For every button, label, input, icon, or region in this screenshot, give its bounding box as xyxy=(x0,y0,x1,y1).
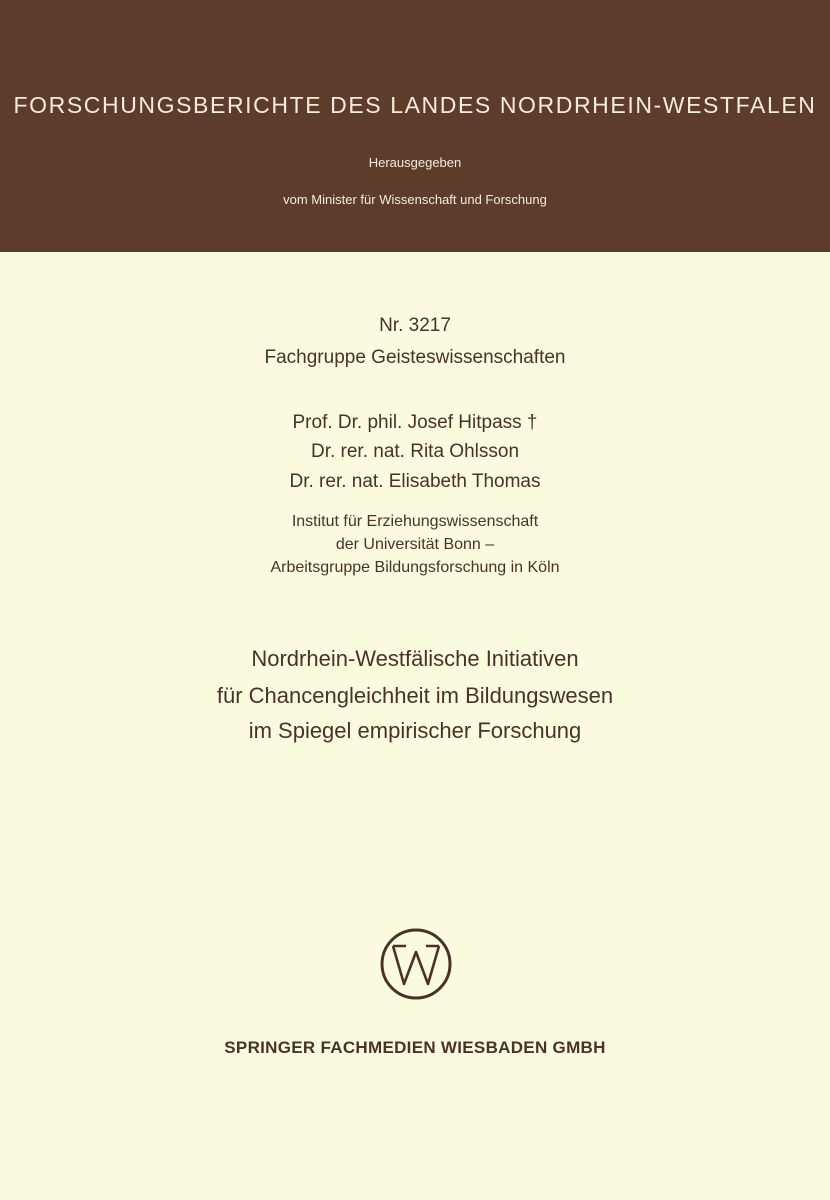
institute-line-1: Institut für Erziehungswissenschaft xyxy=(291,513,539,530)
institute-line-3: Arbeitsgruppe Bildungsforschung in Köln xyxy=(270,559,560,576)
book-title-line-1: Nordrhein-Westfälische Initiativen xyxy=(251,646,579,671)
publisher-name: SPRINGER FACHMEDIEN WIESBADEN GMBH xyxy=(224,1038,606,1057)
author-3: Dr. rer. nat. Elisabeth Thomas xyxy=(289,471,541,492)
header-band xyxy=(0,0,830,252)
springer-vw-logo-icon xyxy=(380,928,452,1000)
author-1: Prof. Dr. phil. Josef Hitpass † xyxy=(292,412,538,433)
series-title: FORSCHUNGSBERICHTE DES LANDES NORDRHEIN-WESTFALEN xyxy=(13,92,817,118)
author-2: Dr. rer. nat. Rita Ohlsson xyxy=(310,441,520,462)
report-number: Nr. 3217 xyxy=(379,315,451,336)
editor-line-2: vom Minister für Wissenschaft und Forschung xyxy=(283,192,547,207)
book-title-line-2: für Chancengleichheit im Bildungswesen xyxy=(216,683,614,708)
book-title-line-3: im Spiegel empirischer Forschung xyxy=(248,718,582,743)
subject-group: Fachgruppe Geisteswissenschaften xyxy=(264,347,566,368)
editor-line-1: Herausgegeben xyxy=(368,155,462,170)
institute-line-2: der Universität Bonn – xyxy=(335,536,495,553)
